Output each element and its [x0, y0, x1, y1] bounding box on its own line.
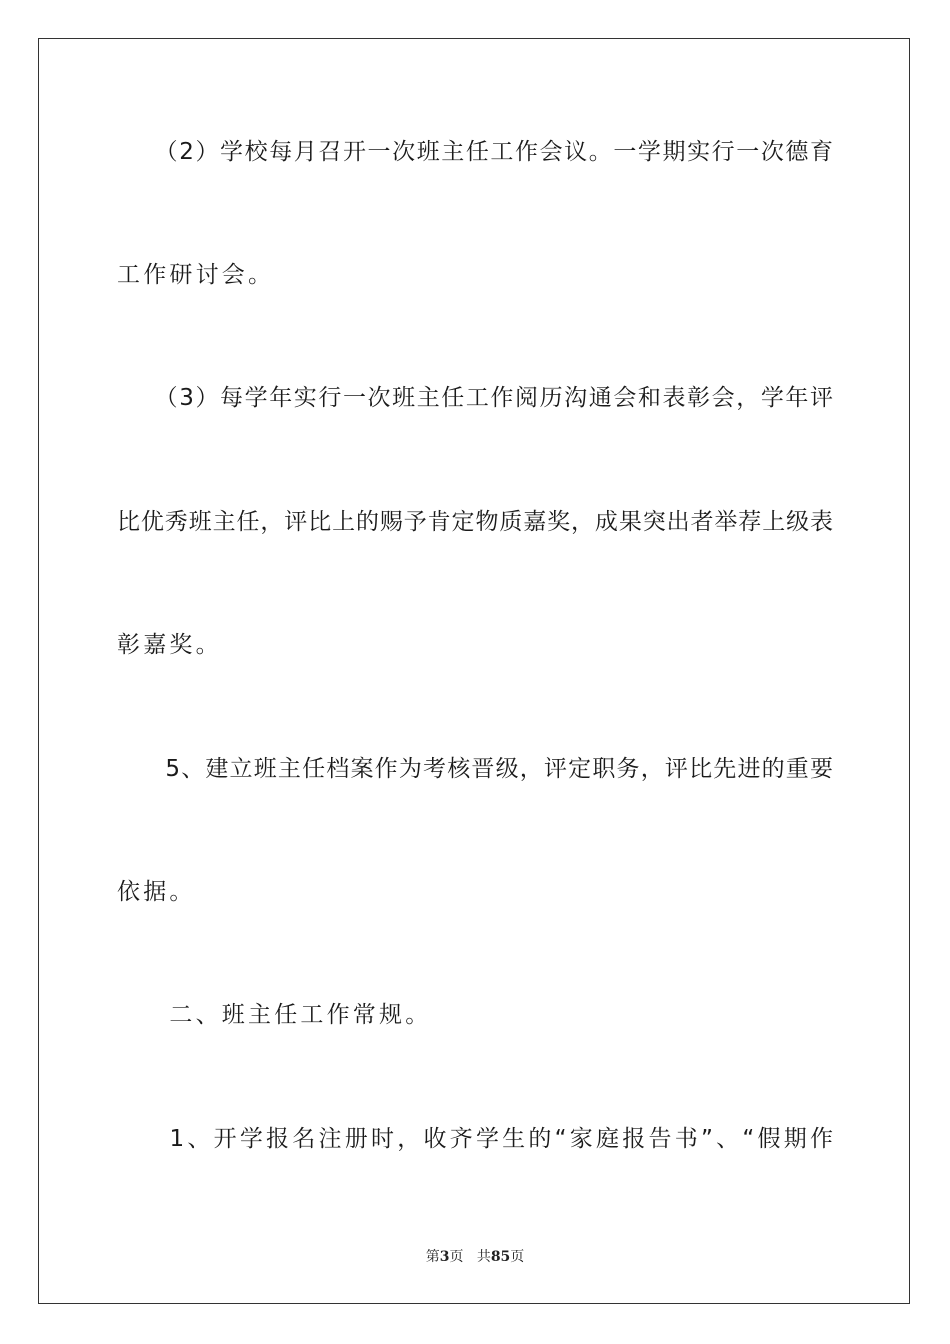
- text-line: 依据。: [117, 879, 196, 905]
- text-line: 二、班主任工作常规。: [117, 1002, 432, 1028]
- text-line: 比优秀班主任，评比上的赐予肯定物质嘉奖，成果突出者举荐上级表: [117, 509, 833, 535]
- text-line: 工作研讨会。: [117, 262, 275, 288]
- text-line: 1、开学报名注册时，收齐学生的“家庭报告书”、“假期作: [117, 1126, 833, 1152]
- page-border: [38, 38, 910, 1304]
- text-line: 彰嘉奖。: [117, 632, 222, 658]
- total-prefix: 共: [476, 1249, 491, 1265]
- text-line: （3）每学年实行一次班主任工作阅历沟通会和表彰会，学年评: [117, 385, 833, 411]
- text-line: （2）学校每月召开一次班主任工作会议。一学期实行一次德育: [117, 139, 833, 165]
- page-suffix: 页: [449, 1249, 464, 1265]
- text-line: 5、建立班主任档案作为考核晋级，评定职务，评比先进的重要: [117, 756, 833, 782]
- total-pages: 85: [490, 1249, 511, 1265]
- total-suffix: 页: [510, 1249, 525, 1265]
- page-number: 3: [439, 1249, 450, 1265]
- page-footer: [0, 1248, 950, 1266]
- page-prefix: 第: [425, 1249, 440, 1265]
